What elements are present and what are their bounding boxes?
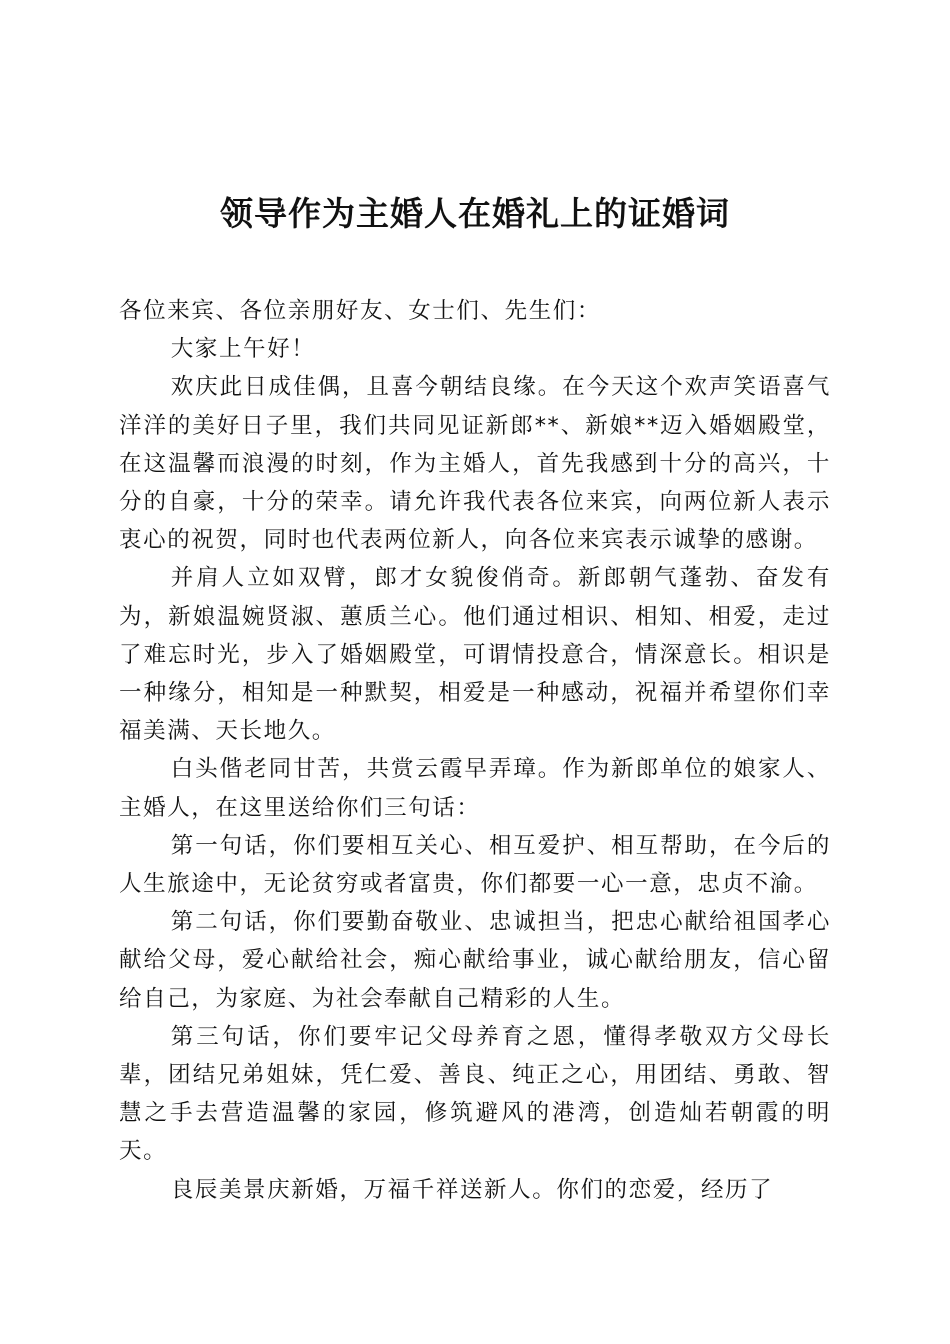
paragraph-third-word: 第三句话，你们要牢记父母养育之恩，懂得孝敬双方父母长辈，团结兄弟姐妹，凭仁爱、善良、纯正之心，用团结、勇敢、智慧之手去营造温馨的家园，修筑避风的港湾，创造灿若朝霞的明天。: [119, 1023, 831, 1165]
paragraph-greeting: 大家上午好！: [170, 336, 316, 363]
paragraph-closing: 良辰美景庆新婚，万福千祥送新人。你们的恋爱，经历了: [170, 1176, 774, 1203]
document-body: [119, 292, 831, 1209]
document-title: 领导作为主婚人在婚礼上的证婚词: [220, 194, 730, 233]
paragraph-second-word: 第二句话，你们要勤奋敬业、忠诚担当，把忠心献给祖国孝心献给父母，爱心献给社会，痴心献给事业，诚心献给朋友，信心留给自己，为家庭、为社会奉献自己精彩的人生。: [119, 909, 831, 1012]
salutation: 各位来宾、各位亲朋好友、女士们、先生们：: [119, 298, 602, 324]
paragraph-first-word: 第一句话，你们要相互关心、相互爱护、相互帮助，在今后的人生旅途中，无论贫穷或者富贵，你们都要一心一意，忠贞不渝。: [119, 832, 831, 898]
paragraph-three-words-intro: 白头偕老同甘苦，共赏云霞早弄璋。作为新郎单位的娘家人、主婚人，在这里送给你们三句话：: [119, 756, 831, 821]
paragraph-celebration: 欢庆此日成佳偶，且喜今朝结良缘。在今天这个欢声笑语喜气洋洋的美好日子里，我们共同见证新郎**、新娘**迈入婚姻殿堂，在这温馨而浪漫的时刻，作为主婚人，首先我感到十分的高兴，十分的自豪，十分的荣幸。请允许我代表各位来宾，向两位新人表示衷心的祝贺，同时也代表两位新人，向各位来宾表示诚挚的感谢。: [119, 374, 831, 554]
paragraph-couple-praise: 并肩人立如双臂，郎才女貌俊俏奇。新郎朝气蓬勃、奋发有为，新娘温婉贤淑、蕙质兰心。他们通过相识、相知、相爱，走过了难忘时光，步入了婚姻殿堂，可谓情投意合，情深意长。相识是一种缘分，相知是一种默契，相爱是一种感动，祝福并希望你们幸福美满、天长地久。: [119, 565, 831, 745]
